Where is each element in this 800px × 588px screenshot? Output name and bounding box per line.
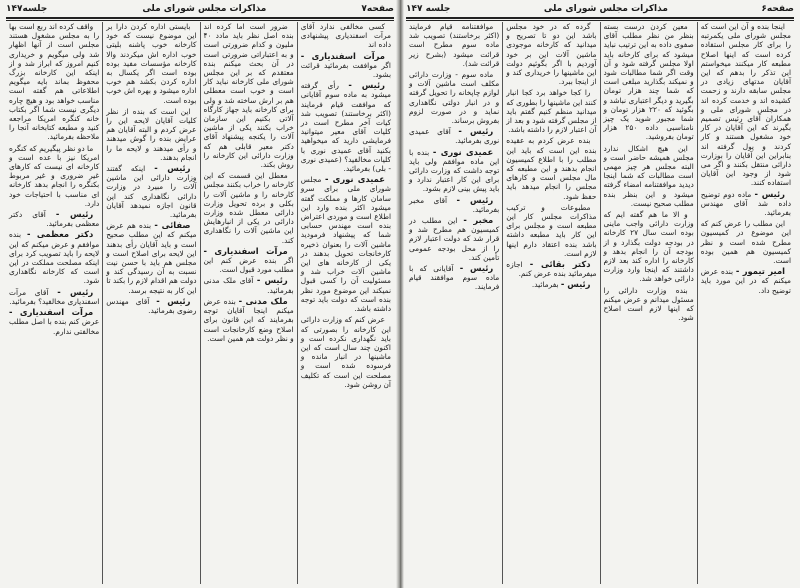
paragraph-text: آقای عمیدی نوری بفرمائید. [409, 127, 500, 146]
paragraph-text: بنده وزارت دارائی را مسئول میدانم و عرض میکنم که اینها لازم است اصلاح شود. [603, 285, 694, 323]
paragraph-text: اگر بنده عرض کنم این مطلب مورد قبول است. [203, 256, 294, 275]
paragraph-text: بایستی اداره کردن دارا بر این موضوع نیست که خود کارخانه خوب پاشنه بلیتی خوب اداره اش میکردند والا کارخانه مؤسسات مفید بوده بوده است اگر یکسال به اداره کردن بکشد هم خوب اداره میشود و بهره اش خوب بوده است. [106, 22, 197, 105]
paragraph-text: آقای مرآت اسفندیاری مخالفید؟ بفرمائید. [9, 287, 100, 306]
paragraph-text: رأی گرفته میشود به ماده سوم آقایانی که موافقت قیام فرمایند (اکثر برخاستند) تصویب شد کیات آخر مطرح است در کلیات آقای معیر میتوانید فرمایشی دارید که میخواهید بکنید آقای عمیدی نوری با کلیات مخالفید؟ (عمیدی نوری - بلی) بفرمائید. [300, 81, 391, 174]
paragraph [204, 171, 294, 245]
paragraph [204, 247, 294, 275]
paragraph [409, 264, 499, 292]
paragraph-text: بنده هم عرض میکنم که این مطلب صحیح است و باید آقایان رأی بدهند این لایحه برای اصلاح است و مجلس هم باید با حسن نیت نسبت به آن رسیدگی کند و دولت هم اقدام لازم را بکند تا این کار به نتیجه برسد. [106, 221, 197, 295]
text-column [297, 22, 394, 584]
paragraph-text: و الا ما هم گفته ایم که وزارت دارائی واجب ماینی بوده است سال ۲۷ کارخانه در بودجه دولت بگذارد و از بودجه آن را انجام بدهد و کارخانه را اداره کند بعد لازم داشتند که اینجا وارد وزارت دارائی خواهد شد. [603, 210, 694, 284]
paragraph [204, 22, 294, 169]
header-rule [6, 17, 394, 21]
paragraph-text: ماده دوم توضیح داده شد آقای مهندس بفرمائید. [700, 189, 791, 218]
paragraph [9, 22, 99, 142]
speaker-name: دکتر بقائی - [529, 259, 591, 270]
speaker-name: رئیس - [560, 279, 591, 290]
paragraph [506, 280, 596, 289]
speaker-name: عمیدی نوری - [324, 174, 385, 185]
page-header [406, 2, 794, 16]
paragraph-text: آقای مهندس رضوی بفرمائید. [106, 296, 197, 316]
paragraph [506, 260, 596, 278]
paragraph-text: این مطلب را عرض کنم که این موضوع در کمیسیون مطرح شده است و نظر کمیسیون هم همین بوده است. [700, 219, 791, 266]
paragraph-text: معین کردن درست بسته بنظر من نظر مطلب آقای صفوی داده به این ترتیب نباید میشود که برای کارخانه باید اولا مجلس گرفته شود و آن وقت اگر شما مطالبات شود و نمیکند بگذارید مبلغی است که شما چند هزار تومان بگیرید و دیگر اعتباری نباشد و بگوئید که ۲۲۰ هزار تومان و شما مجبور شوید یک چیز نامناسبی داده ۲۵۰ هزار تومان بفروشید. [603, 22, 694, 142]
paragraph [506, 203, 596, 258]
paragraph-text: آقای مخبر بفرمائید. [409, 195, 500, 214]
paragraph-text: ضرور است اما کرده اند بنده اصل نظر باید مادد ۴۰ ملیون و کدام ضرورتی است و به اعتباراتی ضرورتی است در آن بحث میکنم بنده معتقدم که بر این مجلس شورای ملی کارخانه نباید کار است و خوب است معطلی هم بر ارش ساخته شد و ولی برای کارخانه باید جهاز کارگاه آلاتی بکنیم این سازمان خراب بکنند یکی از ماشین آلات را یکنجه پیشنهاد آقای دکتر معیر قابلی هم که وزارت دارائی این کارخانه را روش بکند. [203, 22, 294, 170]
paragraph-text: اینکه گفتند وزارت دارائی این ماشین آلات را مبیرد در وزارت دارائی نگاهداری کند این قانون اجازه نمیدهد آقایان بفرمائید. [106, 164, 197, 220]
text-column [406, 22, 502, 584]
paragraph-text: عرض کنم که وزارت دارائی این کارخانه را بصورتی که باید نگهداری نکرده است و اکنون چند سال است که این ماشینها در انبار مانده و فرسوده شده است و مصلحت این است که تکلیف آن روشن شود. [300, 315, 391, 389]
paragraph-text: واقف کرده اند ربع است بها را به مجلس مشغول هستند مجلس است از آنها اظهار شد ولی میگویم و خریداری کنیم امروز که ابراز شد و از اینکه این کارخانه بزرگ محفوظ بماند بایه میگویم اطلاعاتی هم گفته است مناسب خواهد بود و هیچ چاره دیگری نیست شما اگر بکتاب خانه کنگره امریکا مراجعه کنید و مطبعه کتابخانه آنجا را ملاحظه بفرمائید. [9, 22, 100, 142]
paragraph [409, 127, 499, 145]
paragraph-text: ما دو نظر پیگیریم که کنگره امریکا نیز با عده است و کارخانه ای نیست که کارهای غیر ضروری و غیر مربوط بکنگره را انجام بدهد کارخانه ای مناسب با احتیاجات خود دارد. [9, 143, 100, 208]
speaker-name: رئیس - [754, 188, 785, 199]
paragraph-text: بنده عرض کردم به عقیده بنده این است که باید این مطلب را با اطلاع کمیسیون انجام بدهند و این مطبعه که مال مجلس است و کارهای مجلس را انجام میدهد باید حفظ شود. [506, 136, 597, 201]
page-number: صفحه۶ [761, 4, 794, 14]
paragraph [204, 276, 294, 294]
paragraph [301, 22, 391, 50]
session-number: جلسه ۱۴۷ [406, 4, 451, 14]
text-column [200, 22, 297, 584]
paragraph [701, 190, 791, 218]
speaker-name: مرآت اسفندیاری - [9, 307, 94, 318]
paragraph-text: مطبوعات و ترکیب مذاکرات مجلس کار این مطبعه است و مجلس برای این کار باید مطبعه داشته باشد بنده اعتقاد دارم اینها لازم است. [506, 202, 597, 258]
session-number: جلسه۱۴۷ [6, 4, 48, 14]
text-columns [406, 22, 794, 584]
paragraph [9, 288, 99, 306]
speaker-name: مخبر - [463, 215, 494, 226]
paragraph-text: عرض کنم بنده با اصل مطلب مخالفتی ندارم. [9, 317, 100, 336]
paragraph [106, 22, 196, 105]
paragraph [301, 175, 391, 313]
speaker-name: عمیدی نوری - [432, 146, 494, 157]
paragraph-text: معطل این قسمت که این کارخانه را خراب بکنند مجلس کارخانه را و ماشین آلات را بکلی و برده تحویل وزارت دارائی معطل شده وزارت دارائی در یکی از انبارهایش این ماشین آلات را نگاهداری کند. [203, 171, 294, 245]
paragraph-text: بفرمائید. [531, 280, 559, 290]
paragraph-text: آقای ملک مدنی بفرمائید. [203, 276, 294, 295]
paragraph [409, 216, 499, 262]
speaker-name: رئیس - [459, 263, 494, 274]
paragraph-text: اینجا بنده و آن این است که مجلس شورای ملی یکمرتبه را برای کار مجلس استفاده کرده است که اینها اصلاح مطبعه کار میکنند میخواستم این تذکر را بدهم که این آقایان مدتهای زیادی در مجلس سابقه دارند و زحمت کشیده اند و خدمت کرده اند در مجلس شورای ملی و همکاران آقای رئیس تصمیم بگیرند که این آقایان در کار خود مشغول هستند و کار کردند و پول گرفته اند بنابراین این آقایان را بوزارت دارائی منتقل بکنند و اگر می شود از وجود این آقایان استفاده کنند. [700, 22, 791, 188]
speaker-name: ملک مدنی - [238, 295, 288, 306]
paragraph-text: این است که بنده از نظر کلیات آقایان لایحه این را عرض کردم و البته آقایان هم عرایض بنده را گوش میدهند و رأی میدهند و لایحه ما را انجام بدهند. [106, 106, 197, 162]
paragraph [9, 210, 99, 228]
paragraph [106, 221, 196, 295]
paragraph [506, 22, 596, 86]
paragraph [204, 297, 294, 343]
paragraph [9, 308, 99, 336]
paragraph-text: اگر موافقت بفرمائید قرائت بشود. [300, 60, 391, 80]
speaker-name: دکتر معظمی - [26, 229, 94, 240]
paragraph-text: بنده عرض میکنم اینجا آقایان توجه بفرمایند که این قانون برای اصلاح وضع کارخانجات است و نظر دولت هم همین است. [203, 296, 294, 343]
speaker-name: رئیس - [55, 209, 94, 220]
page-header [6, 2, 394, 16]
paragraph [106, 107, 196, 162]
paragraph [604, 144, 694, 208]
paragraph [409, 148, 499, 194]
text-column [697, 22, 794, 584]
speaker-name: رئیس - [154, 163, 191, 174]
paragraph [9, 230, 99, 285]
paragraph-text: کسی مخالفی ندارد آقای مرآت اسفندیاری پیشنهادی داده اند [300, 22, 391, 50]
speaker-name: رئیس - [458, 126, 494, 137]
paragraph-text: بنده عرض میکنم که در این مورد باید توضیح داد. [700, 267, 791, 295]
paragraph [301, 315, 391, 389]
paragraph [409, 196, 499, 214]
paragraph [409, 70, 499, 125]
paragraph-text: این هیچ اشکال ندارد مجلس همیشه حاضر است و البته مجلس هر چیز مهمی است مطالبات که شما اینجا دیدید موافقتنامه امضاء گرفته میشود و این بنظر بنده مطلب صحیح نیست. [603, 143, 694, 208]
paragraph-text: ماده سوم - وزارت دارائی مکلف است ماشین آلات و لوازم چاپخانه را تحویل گرفته و در انبار دولتی نگاهداری نماید و در صورت لزوم بفروش برساند. [409, 70, 500, 126]
speaker-name: امیر تیمور - [735, 266, 785, 277]
running-title: مذاکرات مجلس شورای ملی [142, 4, 267, 14]
paragraph-text: موافقتنامه قیام فرمایند (اکثر برخاستند) تصویب شد ماده سوم مطرح است قرائت میشود (بشرح زیر قرائت شد). [409, 22, 500, 68]
text-column [6, 22, 102, 584]
page-number: صفحه۷ [361, 4, 394, 14]
speaker-name: رئیس - [348, 80, 385, 91]
paragraph [701, 22, 791, 188]
running-title: مذاکرات مجلس شورای ملی [543, 4, 668, 14]
speaker-name: رئیس - [156, 295, 191, 306]
paragraph [604, 210, 694, 284]
paragraph-text: این مطلب در کمیسیون هم مطرح شد و قرار شد که دولت اعتبار لازم را از محل بودجه عمومی تأمین کند. [409, 216, 500, 262]
speaker-name: رئیس - [57, 286, 94, 297]
text-column [102, 22, 199, 584]
paragraph-text: اجازه میفرمائید بنده عرض کنم. [506, 260, 597, 279]
text-column [600, 22, 697, 584]
paragraph [701, 267, 791, 295]
paragraph-text: را کجا خواهد برد کجا انبار کنند این ماشینها را بطوری که میدانید منظم کنیم گفتم باید از مجلس گرفته شود و بعد از آن اعتبار لازم را داشته باشد. [506, 88, 597, 135]
text-columns [6, 22, 394, 584]
speaker-name: رئیس - [456, 194, 494, 205]
paragraph [301, 52, 391, 80]
paragraph [106, 297, 196, 315]
speaker-name: صفائی - [154, 220, 191, 231]
text-column [502, 22, 599, 584]
paragraph-text: بنده با این ماده موافقم ولی باید توجه داشت که وزارت دارائی برای این کار اعتبار ندارد و باید پیش بینی لازم بشود. [409, 147, 500, 194]
paragraph [604, 22, 694, 142]
paragraph [106, 164, 196, 219]
paragraph [506, 136, 596, 200]
paragraph-text: آقایانی که با ماده سوم موافقند قیام فرمایند. [409, 264, 500, 292]
paragraph-text: آقای دکتر معظمی بفرمائید. [9, 210, 100, 229]
paragraph-text: بنده موافقم و عرض میکنم که این لایحه را باید تصویب کرد برای اینکه مصلحت مملکت در این است که کارخانه نگاهداری شود. [9, 230, 100, 286]
paragraph [409, 22, 499, 68]
paragraph [9, 144, 99, 208]
paragraph [506, 88, 596, 134]
paragraph [701, 219, 791, 265]
speaker-name: مرآت اسفندیاری - [203, 245, 288, 256]
paragraph-text: مجلس شورای ملی برای سرو سامان کارها و مملکت گفته میشود اکثر بنده وارد این اطلاع است و موردی اعتراض بنده است مهندس حسابی شما که پیشنهاد فرمودید ماشین آلات را بعنوان ذخیره کارخانجات تحویل بدهند در یکی از کارخانه های این ماشین آلات خراب شد و مسئولیت آن را کسی قبول نمیکند این موضوع مورد نظر بنده است که دولت باید توجه داشته باشد. [300, 175, 391, 314]
paragraph-text: گرده که در خود مجلس باشد این دو تا تصریح و میدانید که کارخانه موجودی ماشین آلات این بر خود آوردیم با اگر بگوئیم دولت این ماشینها را خریداری کند و از اینجا ببرد. [506, 22, 597, 87]
header-rule [406, 17, 794, 21]
right-page [400, 0, 800, 588]
paragraph [301, 81, 391, 173]
speaker-name: مرآت اسفندیاری - [300, 50, 385, 61]
speaker-name: رئیس - [256, 275, 288, 286]
paragraph [604, 286, 694, 323]
